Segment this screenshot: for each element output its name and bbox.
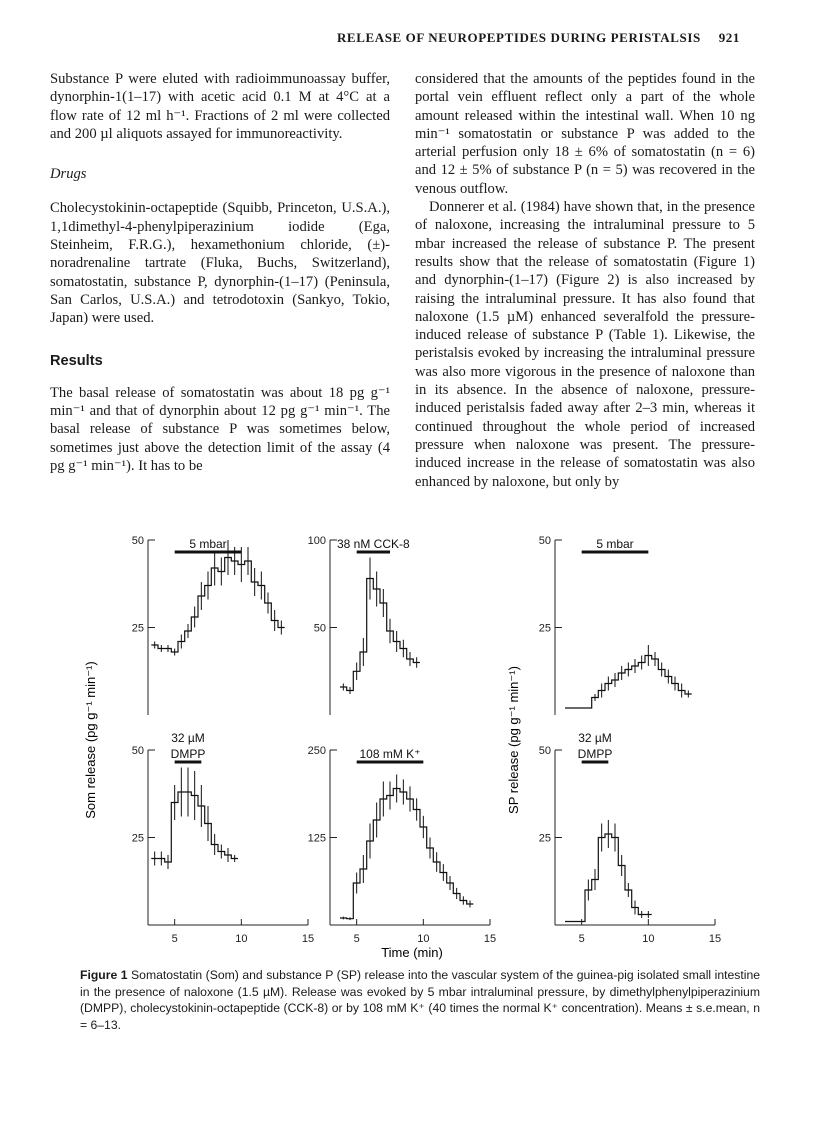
somatostatin-DMPP-x-tick-label: 10 [235,933,248,945]
drugs-paragraph: Cholecystokinin-octapeptide (Squibb, Princeton, U.S.A.), 1,1dimethyl-4-phenylpiperazinium iodide (Ega, Steinheim, F.R.G.), hexamethonium chloride, (±)-noradrenaline tartrate (Fluka, Buchs, Switzerland), somatostatin, substance P, dynorphin-(1–17) (Peninsula, San Carlos, U.S.A.) and tetrodotoxin (Sankyo, Tokio, Japan) were used. [50,200,390,327]
somatostatin-DMPP-stimulus-label: 32 µM [171,731,205,745]
figure-caption [80,967,760,1033]
substanceP-pressure-stimulus-label: 5 mbar [596,537,634,551]
somatostatin-K-x-tick-label: 5 [353,933,360,945]
substanceP-DMPP-x-tick-label: 10 [642,933,655,945]
running-title: RELEASE OF NEUROPEPTIDES DURING PERISTALSIS [336,30,701,45]
substanceP-DMPP-x-tick-label: 5 [578,933,585,945]
somatostatin-DMPP-stimulus-label: DMPP [170,747,206,761]
page-number: 921 [718,30,740,45]
substanceP-pressure-y-tick-label: 25 [538,622,551,635]
substanceP-DMPP-stimulus-label: 32 µM [578,731,612,745]
drugs-heading: Drugs [50,166,87,183]
caption-text: Somatostatin (Som) and substance P (SP) release into the vascular system of the guinea-pig isolated small intestine in the presence of naloxone (1.5 µM). Release was evoked by 5 mbar intraluminal pressure, by dimethylphenylpiperazinium (DMPP), cholecystokinin-octapeptide (CCK-8) or by 108 mM K⁺ (40 times the normal K⁺ concentration). Means ± s.e.mean, n = 6–13. [80,968,761,1032]
somatostatin-DMPP-y-tick-label: 25 [131,832,144,845]
substanceP-DMPP-stimulus-label: DMPP [577,747,613,761]
continuation-paragraph: considered that the amounts of the peptides found in the portal vein effluent reflect only a part of the whole amount released within the intestinal wall. When 10 ng min⁻¹ somatostatin or substance P was added to the arterial perfusion only 18 ± 6% of somatostatin (n = 6) and 12 ± 5% of substance P (n = 5) was recovered in the venous outflow. [415,71,755,197]
somatostatin-K-x-tick-label: 10 [417,933,430,945]
substanceP-DMPP-y-tick-label: 25 [538,832,551,845]
somatostatin-DMPP-x-tick-label: 5 [171,933,178,945]
somatostatin-K-x-tick-label: 15 [483,933,497,945]
results-paragraph: The basal release of somatostatin was about 18 pg g⁻¹ min⁻¹ and that of dynorphin about 12 pg g⁻¹ min⁻¹. The basal release of substance P was sometimes below, sometimes just above the detection limit of the assay (4 pg g⁻¹ min⁻¹). It has to be [50,384,390,475]
somatostatin-pressure-y-tick-label: 50 [131,535,144,547]
substanceP-DMPP-y-tick-label: 50 [538,745,551,757]
somatostatin-CCK8-y-tick-label: 50 [313,622,326,635]
somatostatin-CCK8-stimulus-label: 38 nM CCK-8 [336,537,410,551]
x-axis-label-time: Time (min) [381,945,443,960]
somatostatin-K-series-line [340,789,473,919]
running-header [0,30,740,46]
somatostatin-DMPP-x-tick-label: 15 [301,933,315,945]
somatostatin-pressure-stimulus-label: 5 mbar [189,537,227,551]
somatostatin-K-stimulus-label: 108 mM K⁺ [359,747,421,761]
figure-1-plots [0,505,816,975]
figure-1 [0,505,816,980]
somatostatin-CCK8-series-line [340,579,420,691]
right-column [415,70,755,491]
y-axis-label-som: Som release (pg g⁻¹ min⁻¹) [83,661,98,819]
substanceP-pressure-y-tick-label: 50 [538,535,551,547]
somatostatin-CCK8-y-tick-label: 100 [307,535,326,547]
somatostatin-DMPP-y-tick-label: 50 [131,745,144,757]
somatostatin-pressure-series-line [151,558,284,653]
methods-paragraph: Substance P were eluted with radioimmunoassay buffer, dynorphin-1(1–17) with acetic acid 0.1 M at 4°C at a flow rate of 12 ml h⁻¹. Fractions of 2 ml were collected and 200 µl aliquots assayed for immunoreactivity. [50,71,390,142]
somatostatin-K-y-tick-label: 250 [307,745,326,757]
somatostatin-pressure-y-tick-label: 25 [131,622,144,635]
results-heading: Results [50,352,103,369]
somatostatin-K-y-tick-label: 125 [307,832,326,845]
y-axis-label-sp: SP release (pg g⁻¹ min⁻¹) [506,666,521,814]
substanceP-DMPP-x-tick-label: 15 [708,933,722,945]
caption-lead: Figure 1 [80,968,128,982]
donnerer-paragraph: Donnerer et al. (1984) have shown that, in the presence of naloxone, increasing the intraluminal pressure to 5 mbar increased the release of substance P. The present results show that the release of somatostatin (Figure 1) and dynorphin-(1–17) (Figure 2) is also increased by raising the intraluminal pressure. It has also found that naloxone (1.5 µM) enhanced severalfold the pressure-induced release of substance P (Table 1). Likewise, the peristalsis evoked by increasing the intraluminal pressure was also more vigorous in the presence of naloxone than in its absence. In the absence of naloxone, pressure-induced peristalsis faded away after 2–3 min, whereas it continued throughout the whole period of increased pressure when naloxone was present. The pressure-induced increase in the release of somatostatin was also enhanced by naloxone, but only by [415,199,755,490]
left-column [50,70,390,475]
